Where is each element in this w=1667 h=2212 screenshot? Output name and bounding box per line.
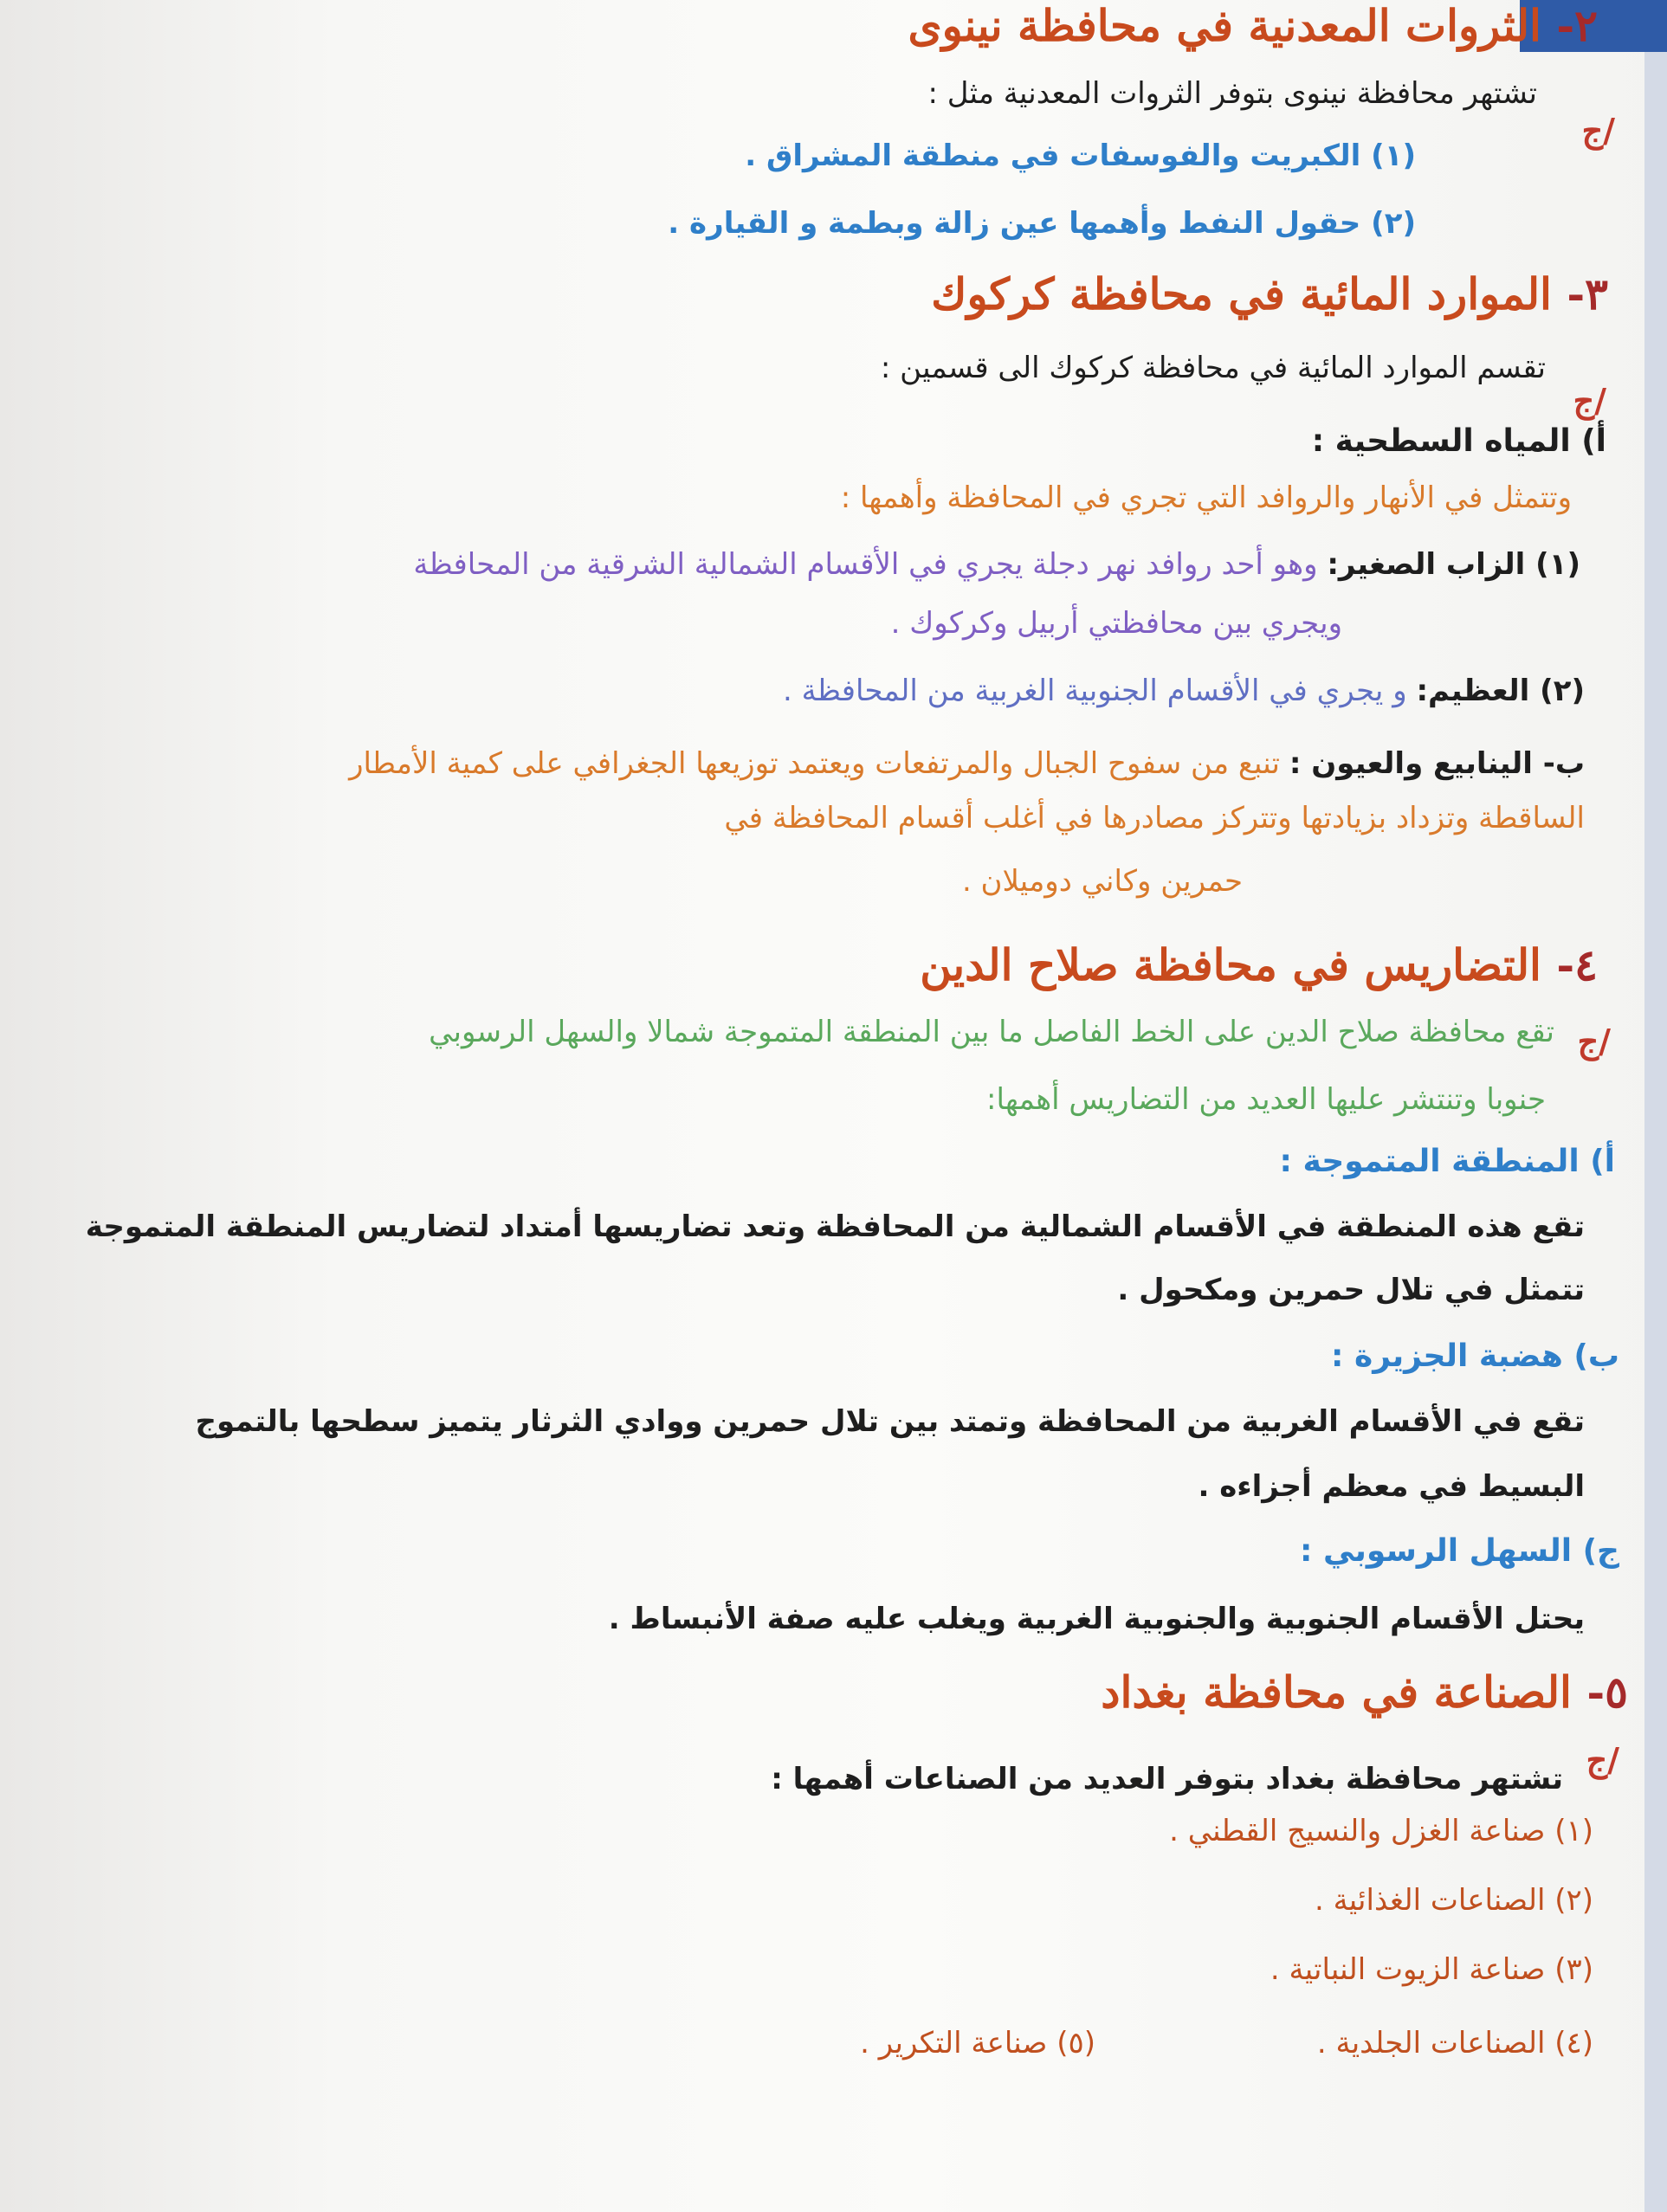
s3-a-label: أ) المياه السطحية : (1311, 423, 1606, 459)
s5-item-3: (٣) صناعة الزيوت النباتية . (1270, 1952, 1593, 1987)
s3-b-label: ب- الينابيع والعيون : (1289, 746, 1585, 781)
s5-item-5: (٥) صناعة التكرير . (860, 2026, 1095, 2060)
answer-mark: ج/ (1577, 1022, 1611, 1061)
s3-b-text: تنبع من سفوح الجبال والمرتفعات ويعتمد توزيعها الجغرافي على كمية الأمطار (349, 746, 1281, 781)
section-4-title: التضاريس في محافظة صلاح الدين (920, 939, 1541, 990)
s3-z1-text: وهو أحد روافد نهر دجلة يجري في الأقسام الشمالية الشرقية من المحافظة (413, 547, 1318, 582)
section-3-title: الموارد المائية في محافظة كركوك (931, 268, 1552, 319)
s4-b-text2: البسيط في معظم أجزاءه . (1198, 1469, 1585, 1504)
s4-c-text: يحتل الأقسام الجنوبية والجنوبية الغربية ويغلب عليه صفة الأنبساط . (608, 1602, 1585, 1636)
s3-a-text: وتتمثل في الأنهار والروافد التي تجري في المحافظة وأهمها : (840, 480, 1572, 515)
s2-item-1: (١) الكبريت والفوسفات في منطقة المشراق . (745, 139, 1416, 173)
answer-mark: ج/ (1586, 1740, 1619, 1779)
s3-intro: تقسم الموارد المائية في محافظة كركوك الى قسمين : (880, 351, 1546, 385)
s3-z1-label: (١) الزاب الصغير: (1327, 547, 1580, 582)
section-3-heading (931, 268, 1608, 320)
section-4-heading (920, 939, 1598, 991)
s5-item-4: (٤) الصناعات الجلدية . (1316, 2026, 1593, 2060)
section-4-number: ٤- (1556, 939, 1598, 990)
s4-a-text: تقع هذه المنطقة في الأقسام الشمالية من المحافظة وتعد تضاريسها أمتداد لتضاريس المنطقة المتموجة (85, 1209, 1585, 1244)
s4-intro: تقع محافظة صلاح الدين على الخط الفاصل ما بين المنطقة المتموجة شمالا والسهل الرسوبي (429, 1015, 1554, 1049)
section-2-heading (908, 0, 1598, 52)
s4-b-text: تقع في الأقسام الغربية من المحافظة وتمتد بين تلال حمرين ووادي الثرثار يتميز سطحها بالتموج (195, 1404, 1585, 1439)
answer-mark: ج/ (1573, 381, 1606, 420)
s2-intro: تشتهر محافظة نينوى بتوفر الثروات المعدنية مثل : (927, 76, 1537, 111)
s3-z2-label: (٢) العظيم: (1416, 674, 1585, 708)
s3-z1-text2: ويجري بين محافظتي أربيل وكركوك . (890, 606, 1342, 641)
answer-mark: ج/ (1581, 111, 1615, 150)
s4-c-label: ج) السهل الرسوبي : (1300, 1533, 1619, 1569)
s4-a-label: أ) المنطقة المتموجة : (1279, 1144, 1615, 1179)
section-5-number: ٥- (1586, 1667, 1628, 1718)
section-2-number: ٢- (1556, 0, 1598, 51)
s5-item-2: (٢) الصناعات الغذائية . (1314, 1883, 1593, 1918)
s3-b (349, 746, 1585, 782)
section-5-title: الصناعة في محافظة بغداد (1101, 1667, 1572, 1718)
s3-z2-text: و يجري في الأقسام الجنوبية الغربية من المحافظة . (783, 674, 1407, 708)
s3-b-text3: حمرين وكاني دوميلان . (961, 864, 1243, 899)
s5-intro: تشتهر محافظة بغداد بتوفر العديد من الصناعات أهمها : (771, 1762, 1563, 1796)
s4-b-label: ب) هضبة الجزيرة : (1331, 1338, 1619, 1374)
s3-b-text2: الساقطة وتزداد بزيادتها وتتركز مصادرها في أغلب أقسام المحافظة في (724, 801, 1585, 835)
page-edge-shadow (1644, 0, 1667, 2212)
section-5-heading (1101, 1667, 1628, 1719)
s3-z1 (413, 547, 1580, 583)
s4-a-text2: تتمثل في تلال حمرين ومكحول . (1117, 1273, 1585, 1307)
section-3-number: ٣- (1567, 268, 1608, 319)
s5-item-1: (١) صناعة الغزل والنسيج القطني . (1169, 1814, 1593, 1848)
s2-item-2: (٢) حقول النفط وأهمها عين زالة وبطمة و القيارة . (668, 206, 1416, 241)
s3-z2 (783, 674, 1585, 709)
section-2-title: الثروات المعدنية في محافظة نينوى (908, 0, 1541, 51)
s4-intro2: جنوبا وتنتشر عليها العديد من التضاريس أهمها: (986, 1082, 1546, 1117)
